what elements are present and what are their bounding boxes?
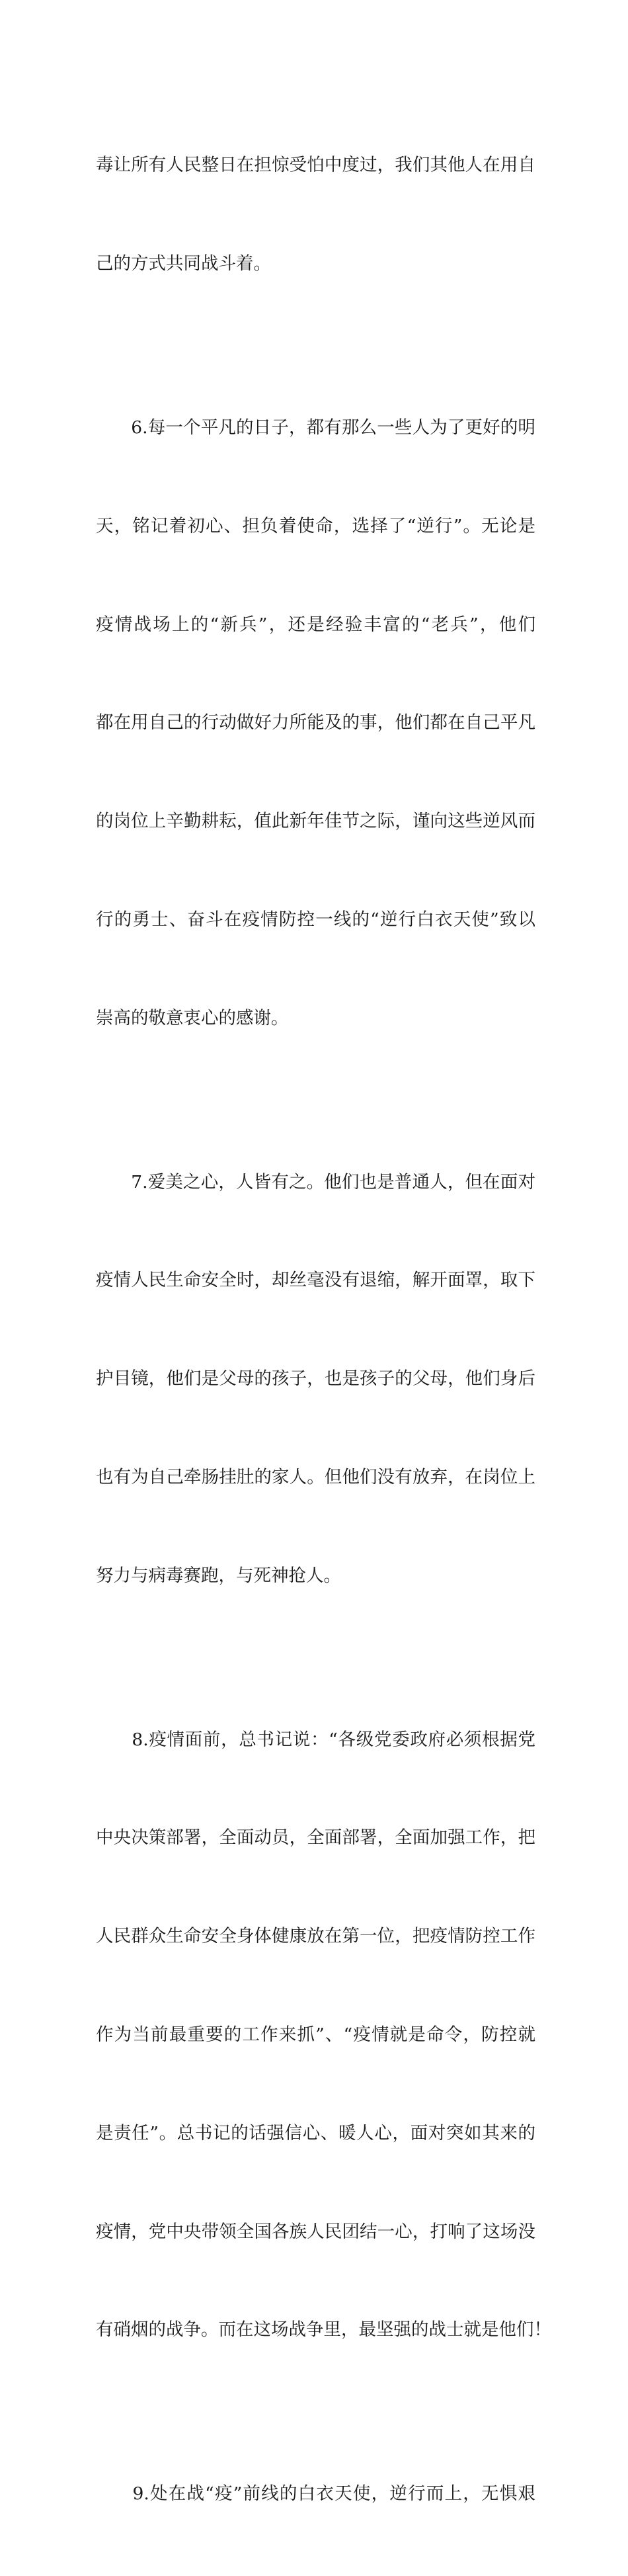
text-line: 行的勇士、奋斗在疫情防控一线的“逆行白衣天使”致以 [96, 909, 535, 930]
text-line: 人民群众生命安全身体健康放在第一位，把疫情防控工作 [96, 1926, 535, 1947]
text-line: 己的方式共同战斗着。 [96, 253, 271, 274]
text-line: 的岗位上辛勤耕耘，值此新年佳节之际，谨向这些逆风而 [96, 811, 535, 832]
paragraph-9 [96, 2412, 535, 2576]
text-line: 7.爱美之心，人皆有之。他们也是普通人，但在面对 [96, 1171, 535, 1192]
text-line: 疫情人民生命安全时，却丝毫没有退缩，解开面罩，取下 [96, 1270, 535, 1291]
text-line: 疫情，党中央带领全国各族人民团结一心，打响了这场没 [96, 2221, 535, 2242]
text-line: 疫情战场上的“新兵”，还是经验丰富的“老兵”，他们 [96, 614, 535, 635]
text-line: 是责任”。总书记的话强信心、暖人心，面对突如其来的 [96, 2122, 535, 2143]
paragraph-6 [96, 346, 535, 1101]
text-line: 天，铭记着初心、担负着使命，选择了“逆行”。无论是 [96, 515, 535, 536]
paragraph-5-continued [96, 83, 535, 346]
text-line: 毒让所有人民整日在担惊受怕中度过，我们其他人在用自 [96, 155, 535, 176]
text-line: 崇高的敬意衷心的感谢。 [96, 1007, 289, 1028]
paragraph-8 [96, 1658, 551, 2413]
text-line: 9.处在战“疫”前线的白衣天使，逆行而上，无惧艰 [96, 2483, 535, 2505]
text-line: 8.疫情面前，总书记说：“各级党委政府必须根据党 [96, 1729, 535, 1750]
text-line: 都在用自己的行动做好力所能及的事，他们都在自己平凡 [96, 712, 535, 733]
text-line: 有硝烟的战争。而在这场战争里，最坚强的战士就是他们！ [96, 2319, 551, 2341]
text-line: 中央决策部署，全面动员，全面部署，全面加强工作，把 [96, 1827, 535, 1849]
text-line: 护目镜，他们是父母的孩子，也是孩子的父母，他们身后 [96, 1368, 535, 1390]
text-line: 6.每一个平凡的日子，都有那么一些人为了更好的明 [96, 417, 535, 438]
text-line: 努力与病毒赛跑，与死神抢人。 [96, 1565, 341, 1586]
paragraph-7 [96, 1100, 535, 1657]
text-line: 也有为自己牵肠挂肚的家人。但他们没有放弃，在岗位上 [96, 1466, 535, 1487]
document-body [96, 83, 551, 2576]
text-line: 作为当前最重要的工作来抓”、“疫情就是命令，防控就 [96, 2024, 535, 2046]
